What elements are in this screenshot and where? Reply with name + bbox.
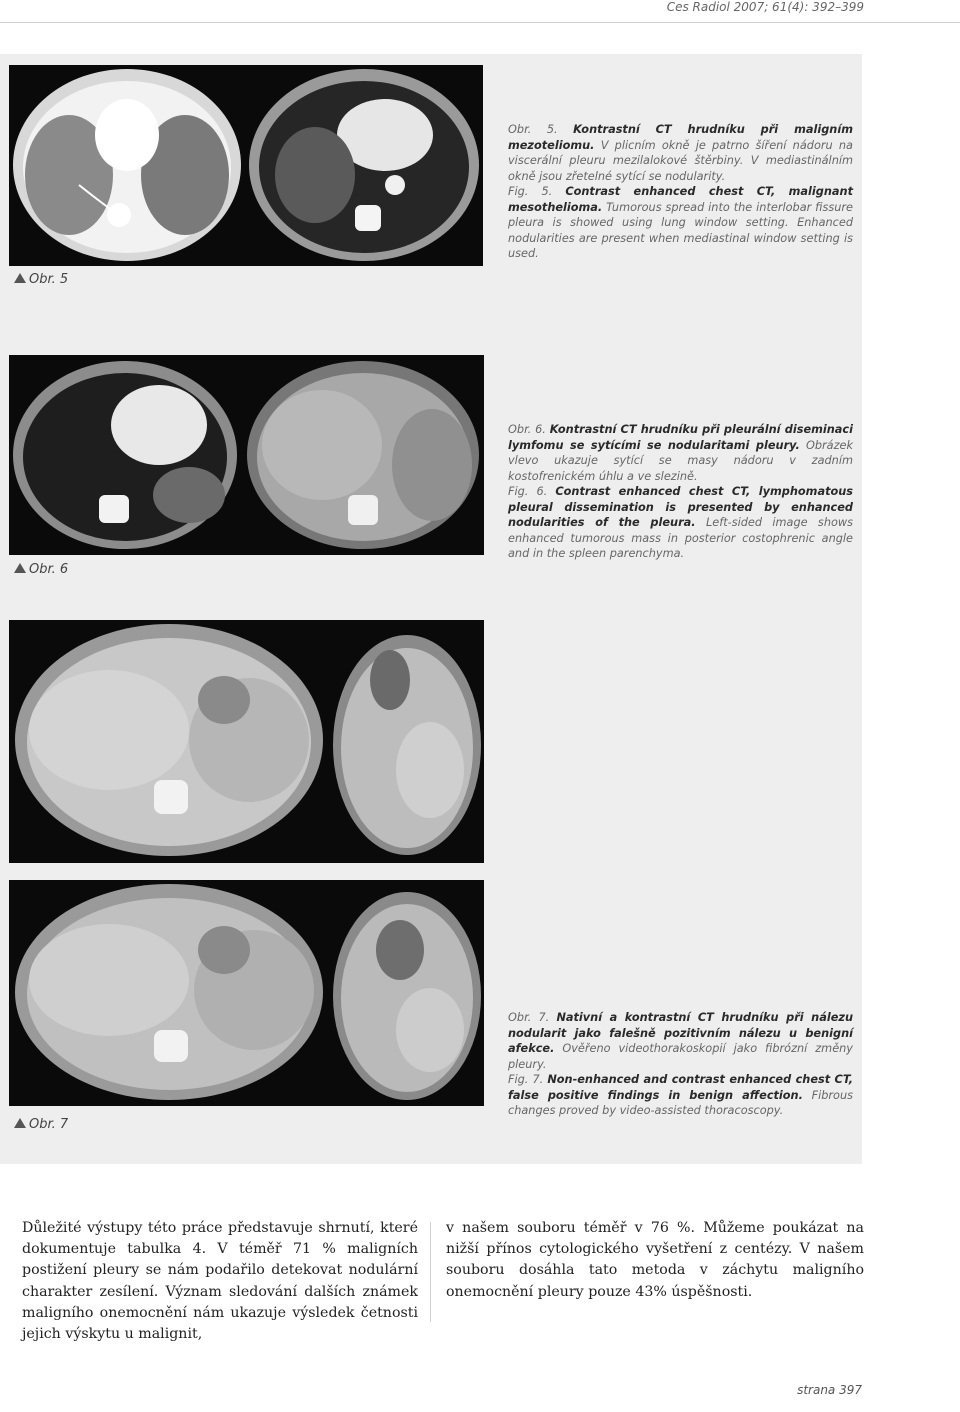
body-left-column: Důležité výstupy této práce představuje shrnutí, které dokumentuje tabulka 4. V téměř 71 % maligních postižení pleury se nám podařilo detekovat nodulární charakter zesílení. Význam sledování dalších známek maligního onemocnění nám ukazuje výsledek četnosti jejich výskytu u malignit, [22, 1220, 418, 1343]
caption-fig5-cz: Obr. 5. Kontrastní CT hrudníku při maligním mezoteliomu. V plicním okně je patrno šíření nádoru na viscerální pleuru mezilalokové štěrbiny. V mediastinálním okně jsou zřetelné sytící se nodularity. [508, 123, 853, 183]
ct-image-fig5-lung-window [9, 65, 245, 266]
figure-label-obr6: Obr. 6 [14, 562, 68, 577]
header-rule [0, 22, 960, 23]
ct-image-fig7-enhanced-small [330, 620, 484, 863]
column-divider [430, 1222, 431, 1322]
caption-fig6-en: Fig. 6. Contrast enhanced chest CT, lymphomatous pleural dissemination is presented by enhanced nodularities of the pleura. Left-sided image shows enhanced tumorous mass in posterior costophrenic angle and in the spleen parenchyma. [508, 485, 854, 560]
caption-fig5 [508, 122, 853, 262]
caption-fig7 [508, 1010, 853, 1119]
journal-citation: Ces Radiol 2007; 61(4): 392–399 [666, 0, 864, 14]
caption-fig6-cz: Obr. 6. Kontrastní CT hrudníku při pleurální diseminaci lymfomu se sytícími se nodularitami pleury. Obrázek vlevo ukazuje sytící se masy nádoru v zadním kostofrenickém úhlu a ve slezině. [508, 423, 853, 483]
ct-image-fig5-mediastinal-window [245, 65, 483, 266]
page-number: strana 397 [797, 1383, 862, 1397]
ct-image-fig6-abdomen [242, 355, 484, 555]
triangle-marker-icon [14, 563, 26, 573]
ct-image-fig6-chest [9, 355, 242, 555]
triangle-marker-icon [14, 273, 26, 283]
caption-fig7-en: Fig. 7. Non-enhanced and contrast enhanced chest CT, false positive findings in benign affection. Fibrous changes proved by video-assisted thoracoscopy. [508, 1073, 853, 1117]
figure-label-obr7: Obr. 7 [14, 1117, 68, 1132]
caption-fig7-cz: Obr. 7. Nativní a kontrastní CT hrudníku při nálezu nodularit jako falešně pozitivním nálezu u benigní afekce. Ověřeno videothorakoskopií jako fibrózní změny pleury. [508, 1011, 853, 1071]
ct-image-fig7-small-2 [330, 880, 484, 1106]
triangle-marker-icon [14, 1118, 26, 1128]
caption-fig6 [508, 422, 853, 562]
ct-image-fig7-nonenhanced-large [9, 620, 330, 863]
body-right-column: v našem souboru téměř v 76 %. Můžeme poukázat na nižší přínos cytologického vyšetření z centézy. V našem souboru dosáhla tato metoda v záchytu maligního onemocnění pleury pouze 43% úspěšnosti. [446, 1220, 864, 1300]
ct-image-fig7-enhanced-large [9, 880, 330, 1106]
figure-label-obr5: Obr. 5 [14, 272, 68, 287]
caption-fig5-en: Fig. 5. Contrast enhanced chest CT, malignant mesothelioma. Tumorous spread into the interlobar fissure pleura is showed using lung window setting. Enhanced nodularities are present when mediastinal window setting is used. [508, 185, 853, 260]
